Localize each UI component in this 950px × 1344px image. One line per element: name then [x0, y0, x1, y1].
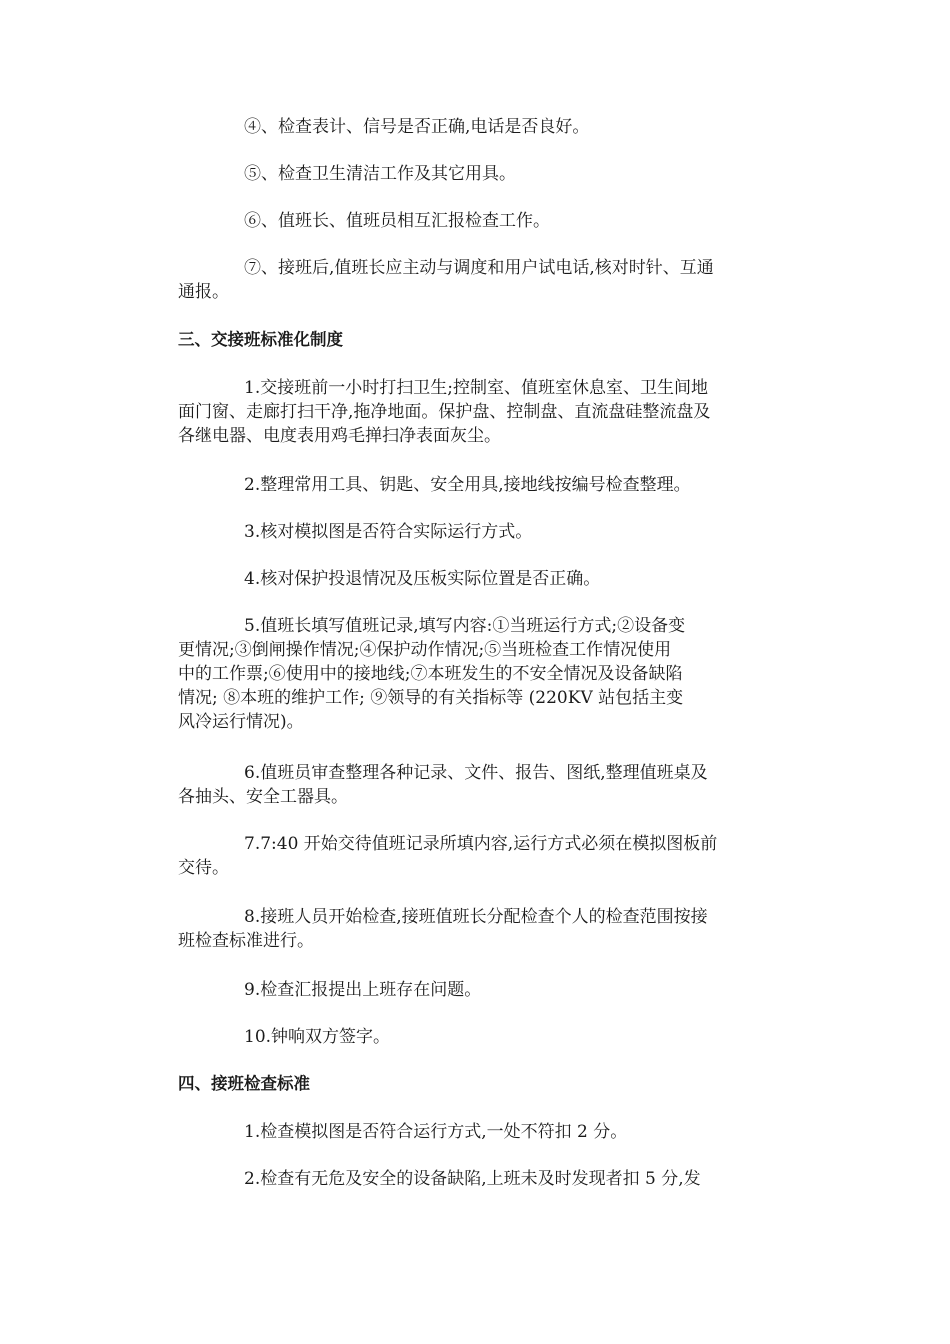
section-4-heading: 四、接班检查标准	[178, 1074, 310, 1093]
item-7-line-1: ⑦、接班后,值班长应主动与调度和用户试电话,核对时针、互通	[244, 258, 714, 278]
s3-item-5-line-5: 风冷运行情况)。	[178, 712, 304, 732]
s3-item-1-line-3: 各继电器、电度表用鸡毛掸扫净表面灰尘。	[178, 426, 501, 446]
s3-item-1-line-1: 1.交接班前一小时打扫卫生;控制室、值班室休息室、卫生间地	[244, 378, 708, 398]
s3-item-5-line-1: 5.值班长填写值班记录,填写内容:①当班运行方式;②设备变	[244, 616, 686, 636]
section-3-item-4: 4.核对保护投退情况及压板实际位置是否正确。	[244, 569, 601, 589]
item-7	[178, 256, 778, 304]
section-3-item-8	[178, 905, 778, 953]
s3-item-8-line-1: 8.接班人员开始检查,接班值班长分配检查个人的检查范围按接	[244, 907, 708, 927]
s3-item-6-line-1: 6.值班员审查整理各种记录、文件、报告、图纸,整理值班桌及	[244, 763, 708, 783]
item-6: ⑥、值班长、值班员相互汇报检查工作。	[244, 211, 550, 231]
item-5: ⑤、检查卫生清洁工作及其它用具。	[244, 164, 516, 184]
section-3-item-1	[178, 376, 778, 448]
section-3-item-3: 3.核对模拟图是否符合实际运行方式。	[244, 522, 533, 542]
section-3-item-10: 10.钟响双方签字。	[244, 1027, 391, 1047]
s3-item-5-line-4: 情况; ⑧本班的维护工作; ⑨领导的有关指标等 (220KV 站包括主变	[178, 688, 684, 708]
s3-item-1-line-2: 面门窗、走廊打扫干净,拖净地面。保护盘、控制盘、直流盘硅整流盘及	[178, 402, 711, 422]
section-3-heading: 三、交接班标准化制度	[178, 330, 343, 349]
section-4-item-2: 2.检查有无危及安全的设备缺陷,上班未及时发现者扣 5 分,发	[244, 1169, 701, 1189]
s3-item-6-line-2: 各抽头、安全工器具。	[178, 787, 348, 807]
item-4: ④、检查表计、信号是否正确,电话是否良好。	[244, 117, 590, 137]
section-3-item-5	[178, 614, 778, 734]
s3-item-8-line-2: 班检查标准进行。	[178, 931, 314, 951]
section-3-item-9: 9.检查汇报提出上班存在问题。	[244, 980, 482, 1000]
item-7-line-2: 通报。	[178, 282, 229, 302]
s3-item-7-line-1: 7.7:40 开始交待值班记录所填内容,运行方式必须在模拟图板前	[244, 834, 718, 854]
section-3-item-7	[178, 832, 778, 880]
section-3-item-2: 2.整理常用工具、钥匙、安全用具,接地线按编号检查整理。	[244, 475, 691, 495]
section-4-item-1: 1.检查模拟图是否符合运行方式,一处不符扣 2 分。	[244, 1122, 628, 1142]
s3-item-5-line-3: 中的工作票;⑥使用中的接地线;⑦本班发生的不安全情况及设备缺陷	[178, 664, 683, 684]
section-3-item-6	[178, 761, 778, 809]
s3-item-5-line-2: 更情况;③倒闸操作情况;④保护动作情况;⑤当班检查工作情况使用	[178, 640, 672, 660]
s3-item-7-line-2: 交待。	[178, 858, 229, 878]
